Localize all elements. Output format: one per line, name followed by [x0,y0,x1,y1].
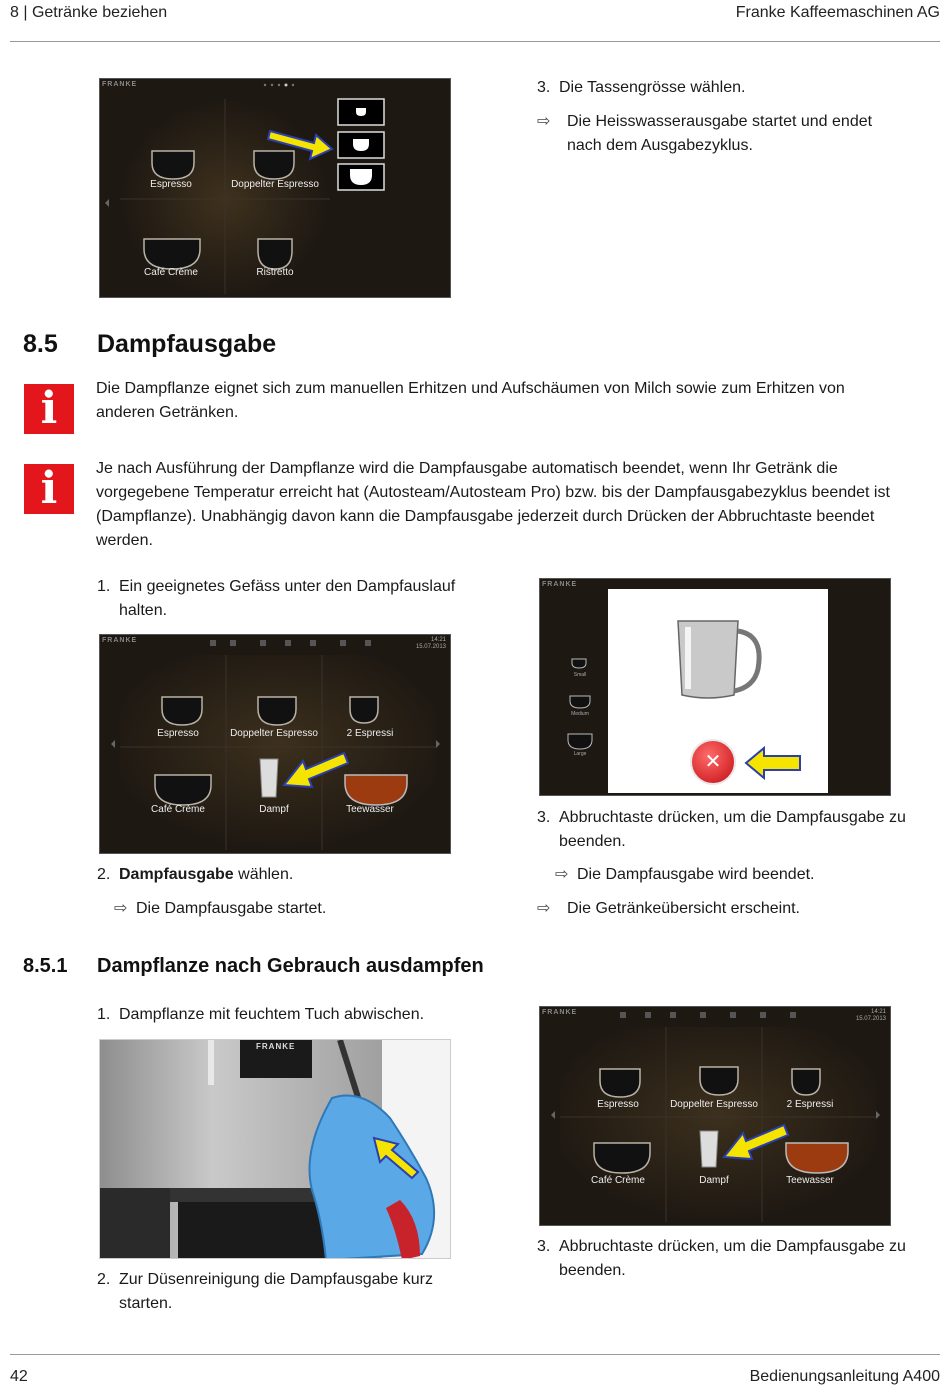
tile-label: Dampf [699,1175,729,1186]
clock-date: 15.07.2013 [855,1016,886,1022]
size-small-label: Small [573,672,587,678]
tile-label: Café Crème [591,1175,645,1186]
result-hot-water: ⇨ Die Heisswasserausgabe startet und endet nach dem Ausgabezyklus. [537,110,907,158]
franke-logo: FRANKE [256,1042,296,1051]
tea-cup-icon [786,1143,848,1173]
footer-rule [10,1354,940,1355]
step-3-abort-2: 3. Abbruchtaste drücken, um die Dampfausgabe zu beenden. [537,1238,906,1279]
section-title: Dampfausgabe [97,330,277,358]
tile-label: Teewasser [346,804,394,815]
header-right: Franke Kaffeemaschinen AG [735,4,940,21]
milk-jug-icon [700,1131,718,1167]
result-arrow-icon: ⇨ [114,900,128,917]
result-arrow-icon: ⇨ [537,900,551,917]
franke-logo: FRANKE [542,581,578,588]
subsection-number: 8.5.1 [23,955,68,977]
footer-right: Bedienungsanleitung A400 [749,1368,940,1385]
result-steam-start: ⇨ Die Dampfausgabe startet. [114,897,454,921]
screenshot-cup-size [99,78,451,298]
tile-label: Doppelter Espresso [231,179,319,190]
info-text-2: Je nach Ausführung der Dampflanze wird die Dampfausgabe automatisch beendet, wenn Ihr Getränk die vorgegebene Temperatur erreicht hat (Autosteam/Autosteam Pro) bzw. bis der Dampfausgabezyklus beendet ist (Dampflanze). Unabhängig davon kann die Dampfausgabe jederzeit durch Drücken der Abbruchtaste beendet werden. [96,460,890,549]
franke-logo: FRANKE [102,637,138,644]
milk-jug-icon [260,759,278,797]
step-3-cup-size: 3. Die Tassengrösse wählen. [537,79,746,96]
tile-label: Dampf [259,804,289,815]
clock-time: 14:21 [870,1009,886,1015]
step-1: 1. Ein geeignetes Gefäss unter den Dampfauslauf halten. [97,578,456,619]
tile-label: Doppelter Espresso [230,728,318,739]
tile-label: Doppelter Espresso [670,1099,758,1110]
tile-label: 2 Espressi [786,1099,834,1110]
header-left: 8 | Getränke beziehen [10,4,168,21]
info-icon: i [24,384,74,434]
page-number: 42 [10,1368,28,1385]
step-2-nozzle: 2. Zur Düsenreinigung die Dampfausgabe kurz starten. [97,1271,433,1312]
tea-cup-icon [345,775,407,805]
subsection-title: Dampflanze nach Gebrauch ausdampfen [97,955,484,977]
header-rule [10,41,940,42]
tile-label: Café Crème [151,804,205,815]
result-overview: ⇨ Die Getränkeübersicht erscheint. [537,897,907,921]
screenshot-beverage-overview-2 [539,1006,891,1226]
section-number: 8.5 [23,330,58,358]
tile-label: Espresso [150,179,192,190]
tile-label: 2 Espressi [346,728,394,739]
tile-label: Espresso [597,1099,639,1110]
info-icon: i [24,464,74,514]
size-large-label: Large [573,751,587,757]
result-arrow-icon: ⇨ [537,113,551,130]
tile-label: Espresso [157,728,199,739]
abort-button[interactable]: ✕ [690,739,736,785]
size-medium-label: Medium [571,711,589,717]
photo-wipe-steam-wand [99,1039,451,1259]
tile-label: Teewasser [786,1175,834,1186]
franke-logo: FRANKE [102,81,138,88]
tile-label: Café Crème [144,267,198,278]
tile-label: Ristretto [256,267,294,278]
result-arrow-icon: ⇨ [555,866,569,883]
franke-logo: FRANKE [542,1009,578,1016]
step-1-wipe: 1. Dampflanze mit feuchtem Tuch abwischen. [97,1006,425,1023]
step-2: 2. Dampfausgabe wählen. [97,866,294,883]
yellow-arrow-icon [744,746,804,780]
result-steam-ended: ⇨ Die Dampfausgabe wird beendet. [555,863,905,887]
info-text-1: Die Dampflanze eignet sich zum manuellen Erhitzen und Aufschäumen von Milch sowie zum Erhitzen von anderen Getränken. [96,380,845,421]
screenshot-steam-abort [539,578,891,796]
clock-time: 14:21 [430,637,446,643]
clock-date: 15.07.2013 [415,644,446,650]
screenshot-beverage-overview [99,634,451,854]
step-3-abort: 3. Abbruchtaste drücken, um die Dampfausgabe zu beenden. [537,809,906,850]
